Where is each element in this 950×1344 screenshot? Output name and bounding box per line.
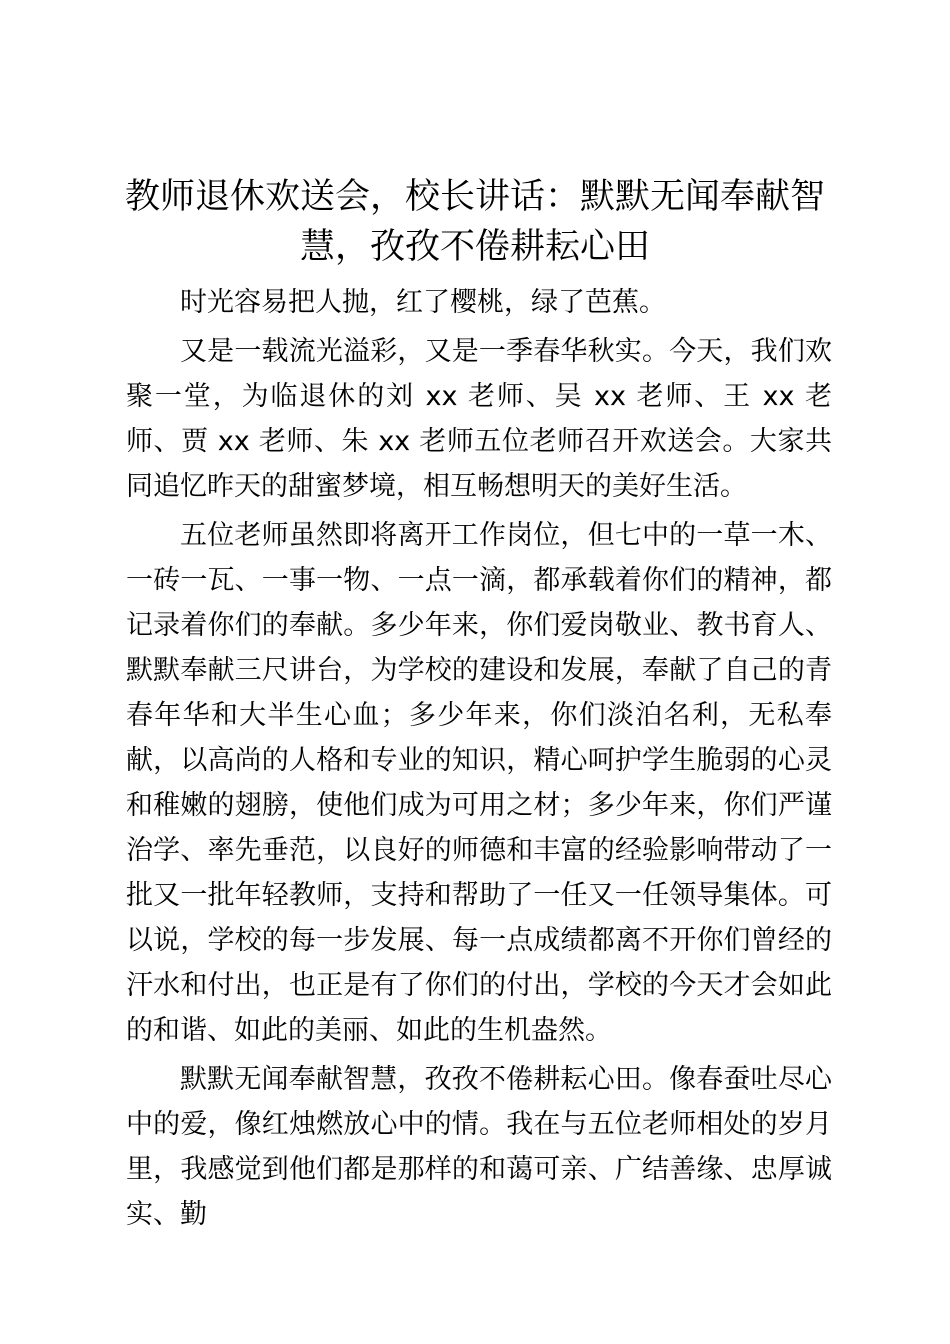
paragraph-2: 又是一载流光溢彩，又是一季春华秋实。今天，我们欢聚一堂，为临退休的刘 xx 老师、吴 xx 老师、王 xx 老师、贾 xx 老师、朱 xx 老师五位老师召开欢送会。大家共同追忆昨天的甜蜜梦境，相互畅想明天的美好生活。 (126, 336, 832, 502)
paragraph-4: 默默无闻奉献智慧，孜孜不倦耕耘心田。像春蚕吐尽心中的爱，像红烛燃放心中的情。我在与五位老师相处的岁月里，我感觉到他们都是那样的和蔼可亲、广结善缘、忠厚诚实、勤 (126, 1064, 832, 1230)
document-title: 教师退休欢送会，校长讲话：默默无闻奉献智慧，孜孜不倦耕耘心田 (124, 177, 825, 267)
document-body (126, 280, 832, 1241)
paragraph-1: 时光容易把人抛，红了樱桃，绿了芭蕉。 (180, 287, 666, 318)
paragraph-3: 五位老师虽然即将离开工作岗位，但七中的一草一木、一砖一瓦、一事一物、一点一滴，都承载着你们的精神，都记录着你们的奉献。多少年来，你们爱岗敬业、教书育人、默默奉献三尺讲台，为学校的建设和发展，奉献了自己的青春年华和大半生心血；多少年来，你们淡泊名利，无私奉献，以高尚的人格和专业的知识，精心呵护学生脆弱的心灵和稚嫩的翅膀，使他们成为可用之材；多少年来，你们严谨治学、率先垂范，以良好的师德和丰富的经验影响带动了一批又一批年轻教师，支持和帮助了一任又一任领导集体。可以说，学校的每一步发展、每一点成绩都离不开你们曾经的汗水和付出，也正是有了你们的付出，学校的今天才会如此的和谐、如此的美丽、如此的生机盎然。 (126, 520, 832, 1046)
